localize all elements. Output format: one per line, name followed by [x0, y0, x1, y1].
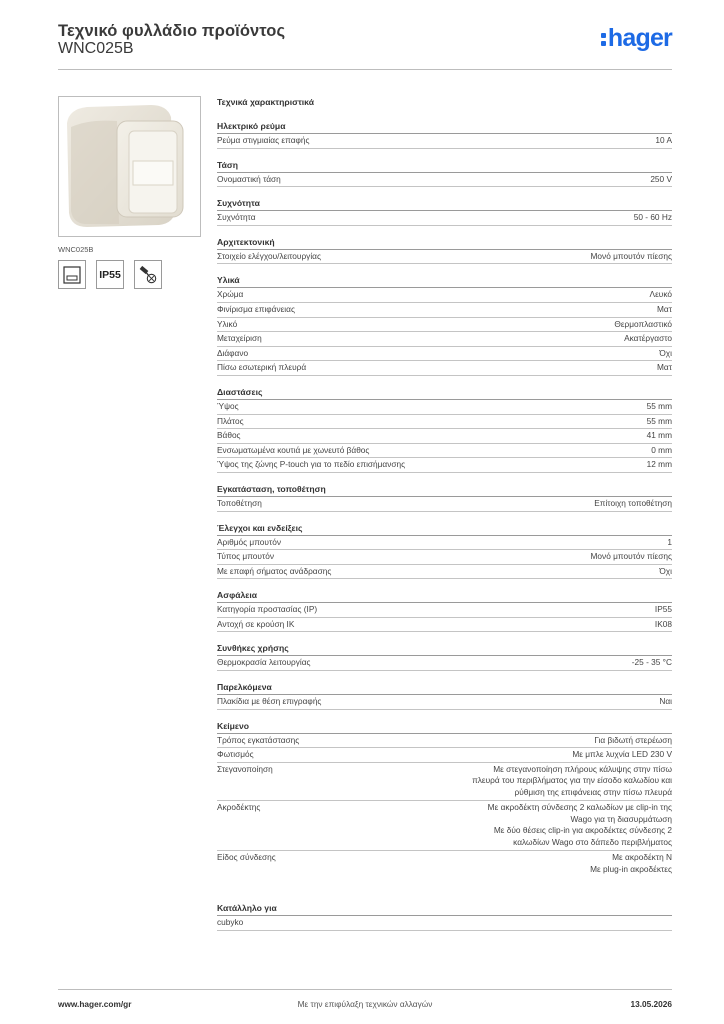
spec-label: Πλακίδια με θέση επιγραφής — [217, 696, 322, 707]
spec-label: Ενσωματωμένα κουτιά με χωνευτό βάθος — [217, 444, 370, 455]
spec-group-title: Έλεγχοι και ενδείξεις — [217, 521, 672, 536]
spec-label: Συχνότητα — [217, 212, 256, 223]
spec-label: Αντοχή σε κρούση IK — [217, 618, 295, 629]
spec-row — [217, 748, 672, 763]
ip55-icon — [96, 260, 124, 289]
spec-value: 10 A — [655, 135, 672, 145]
spec-label: Στοιχείο ελέγχου/λειτουργίας — [217, 250, 321, 261]
spec-row — [217, 211, 672, 226]
spec-value: IP55 — [654, 604, 672, 615]
spec-group — [217, 901, 672, 931]
spec-label: Είδος σύνδεσης — [217, 852, 276, 863]
spec-value: 1 — [667, 536, 672, 547]
spec-value: Ναι — [659, 696, 672, 707]
document-date: 13.05.2026 — [630, 999, 672, 1009]
impact-hammer-icon — [134, 260, 162, 289]
spec-row — [217, 361, 672, 376]
page-footer — [58, 989, 672, 1011]
spec-value: 12 mm — [646, 459, 672, 470]
spec-row — [217, 134, 672, 149]
spec-row — [217, 550, 672, 565]
spec-value: Επίτοιχη τοποθέτηση — [594, 497, 672, 508]
spec-label: Πλάτος — [217, 415, 244, 426]
spec-row — [217, 763, 672, 802]
specifications-heading: Τεχνικά χαρακτηριστικά — [217, 97, 314, 107]
spec-group — [217, 588, 672, 632]
spec-row — [217, 536, 672, 551]
spec-value: 55 mm — [646, 415, 672, 426]
spec-value: Θερμοπλαστικό — [614, 318, 672, 329]
spec-row — [217, 851, 672, 877]
spec-value: Για βιδωτή στερέωση — [594, 734, 672, 745]
spec-group-title: Συχνότητα — [217, 196, 672, 211]
spec-label: Ύψος — [217, 400, 239, 411]
spec-label: Μεταχείριση — [217, 333, 262, 344]
spec-label: Θερμοκρασία λειτουργίας — [217, 657, 311, 668]
spec-row — [217, 603, 672, 618]
spec-value: -25 - 35 °C — [631, 657, 672, 668]
spec-value: Μονό μπουτόν πίεσης — [590, 250, 672, 261]
website-link[interactable]: www.hager.com/gr — [58, 999, 132, 1009]
spec-row — [217, 656, 672, 671]
spec-label: Φινίρισμα επιφάνειας — [217, 303, 295, 314]
spec-row — [217, 734, 672, 749]
spec-group-title: Κατάλληλο για — [217, 901, 672, 916]
spec-label: Τοποθέτηση — [217, 497, 262, 508]
spec-group — [217, 119, 672, 149]
spec-row — [217, 250, 672, 265]
spec-group-title: Τάση — [217, 158, 672, 173]
spec-value: Με ακροδέκτη N Με plug-in ακροδέκτες — [590, 852, 672, 874]
product-image-caption: WNC025B — [58, 245, 94, 254]
spec-row — [217, 332, 672, 347]
spec-row — [217, 458, 672, 473]
ip-rating-label: IP55 — [99, 268, 121, 281]
spec-row — [217, 444, 672, 459]
spec-row — [217, 288, 672, 303]
product-code: WNC025B — [58, 40, 134, 57]
spec-row — [217, 303, 672, 318]
spec-group-title: Κείμενο — [217, 719, 672, 734]
spec-label: Τρόπος εγκατάστασης — [217, 734, 300, 745]
spec-row — [217, 695, 672, 710]
spec-label: Υλικό — [217, 318, 238, 329]
spec-label: Διάφανο — [217, 347, 249, 358]
spec-row — [217, 618, 672, 633]
disclaimer-note: Με την επιφύλαξη τεχνικών αλλαγών — [297, 999, 433, 1009]
spec-value: Με στεγανοποίηση πλήρους κάλυψης στην πίσω πλευρά του περιβλήματος για την είσοδο καλωδίου και ρύθμιση της επιφάνειας στην πίσω πλευρά — [472, 763, 672, 797]
spec-row — [217, 415, 672, 430]
spec-label: cubyko — [217, 917, 244, 928]
spec-label: Ρεύμα στιγμιαίας επαφής — [217, 135, 310, 145]
spec-label: Βάθος — [217, 430, 241, 441]
spec-group — [217, 235, 672, 265]
spec-value: Με ακροδέκτη σύνδεσης 2 καλωδίων με clip-in της Wago για τη διασυρμάτωση Με δύο θέσεις clip-in για ακροδέκτες σύνδεσης 2 καλωδίων Wago στο δάπεδο περιβλήματος — [487, 802, 672, 847]
spec-label: Τύπος μπουτόν — [217, 551, 274, 562]
technical-specifications — [217, 95, 672, 940]
spec-value: Ματ — [657, 362, 672, 373]
document-title: Τεχνικό φυλλάδιο προϊόντος — [58, 22, 286, 40]
spec-value: Ματ — [657, 303, 672, 314]
spec-row — [217, 565, 672, 580]
spec-value: Όχι — [659, 347, 672, 358]
spec-group — [217, 385, 672, 473]
spec-row — [217, 916, 672, 931]
spec-label: Κατηγορία προστασίας (IP) — [217, 604, 318, 615]
spec-value: Ακατέργαστο — [624, 333, 672, 344]
spec-value: 50 - 60 Hz — [633, 212, 672, 223]
spec-group-title: Διαστάσεις — [217, 385, 672, 400]
spec-group-title: Συνθήκες χρήσης — [217, 641, 672, 656]
spec-label: Με επαφή σήματος ανάδρασης — [217, 565, 332, 576]
spec-group — [217, 719, 672, 878]
spec-label: Ύψος της ζώνης P-touch για το πεδίο επισήμανσης — [217, 459, 406, 470]
spec-value: Μονό μπουτόν πίεσης — [590, 551, 672, 562]
spec-group-title: Αρχιτεκτονική — [217, 235, 672, 250]
spec-row — [217, 173, 672, 188]
spec-group — [217, 641, 672, 671]
spec-value: Όχι — [659, 565, 672, 576]
spec-label: Αριθμός μπουτόν — [217, 536, 281, 547]
logo-text: hager — [607, 24, 672, 52]
page-header — [58, 20, 672, 70]
push-button-symbol-icon — [58, 260, 86, 289]
spec-row — [217, 347, 672, 362]
spec-label: Ονομαστική τάση — [217, 173, 281, 184]
logo-colon-mark — [601, 29, 607, 47]
spec-group — [217, 273, 672, 376]
spec-value: IK08 — [654, 618, 672, 629]
spec-value: 55 mm — [646, 400, 672, 411]
spec-group — [217, 680, 672, 710]
spec-group-title: Ασφάλεια — [217, 588, 672, 603]
spec-row — [217, 429, 672, 444]
spec-group — [217, 482, 672, 512]
spec-label: Στεγανοποίηση — [217, 763, 273, 774]
spec-group — [217, 521, 672, 580]
spec-label: Φωτισμός — [217, 749, 254, 760]
spec-label: Πίσω εσωτερική πλευρά — [217, 362, 307, 373]
spec-row — [217, 497, 672, 512]
spec-row — [217, 318, 672, 333]
push-button-device-illustration — [59, 97, 200, 236]
spec-value: Με μπλε λυχνία LED 230 V — [572, 749, 672, 760]
spec-group-title: Ηλεκτρικό ρεύμα — [217, 119, 672, 134]
spec-group-title: Παρελκόμενα — [217, 680, 672, 695]
spec-label: Χρώμα — [217, 289, 244, 300]
spec-value: 250 V — [650, 173, 672, 184]
spec-group — [217, 196, 672, 226]
product-image — [58, 96, 201, 237]
spec-row — [217, 400, 672, 415]
spec-group-title: Υλικά — [217, 273, 672, 288]
hager-logo[interactable] — [601, 24, 672, 53]
spec-value: Λευκό — [649, 289, 672, 300]
spec-group — [217, 158, 672, 188]
spec-row — [217, 801, 672, 851]
spec-group-title: Εγκατάσταση, τοποθέτηση — [217, 482, 672, 497]
spec-label: Ακροδέκτης — [217, 802, 261, 813]
spec-value: 41 mm — [646, 430, 672, 441]
spec-value: 0 mm — [651, 444, 672, 455]
